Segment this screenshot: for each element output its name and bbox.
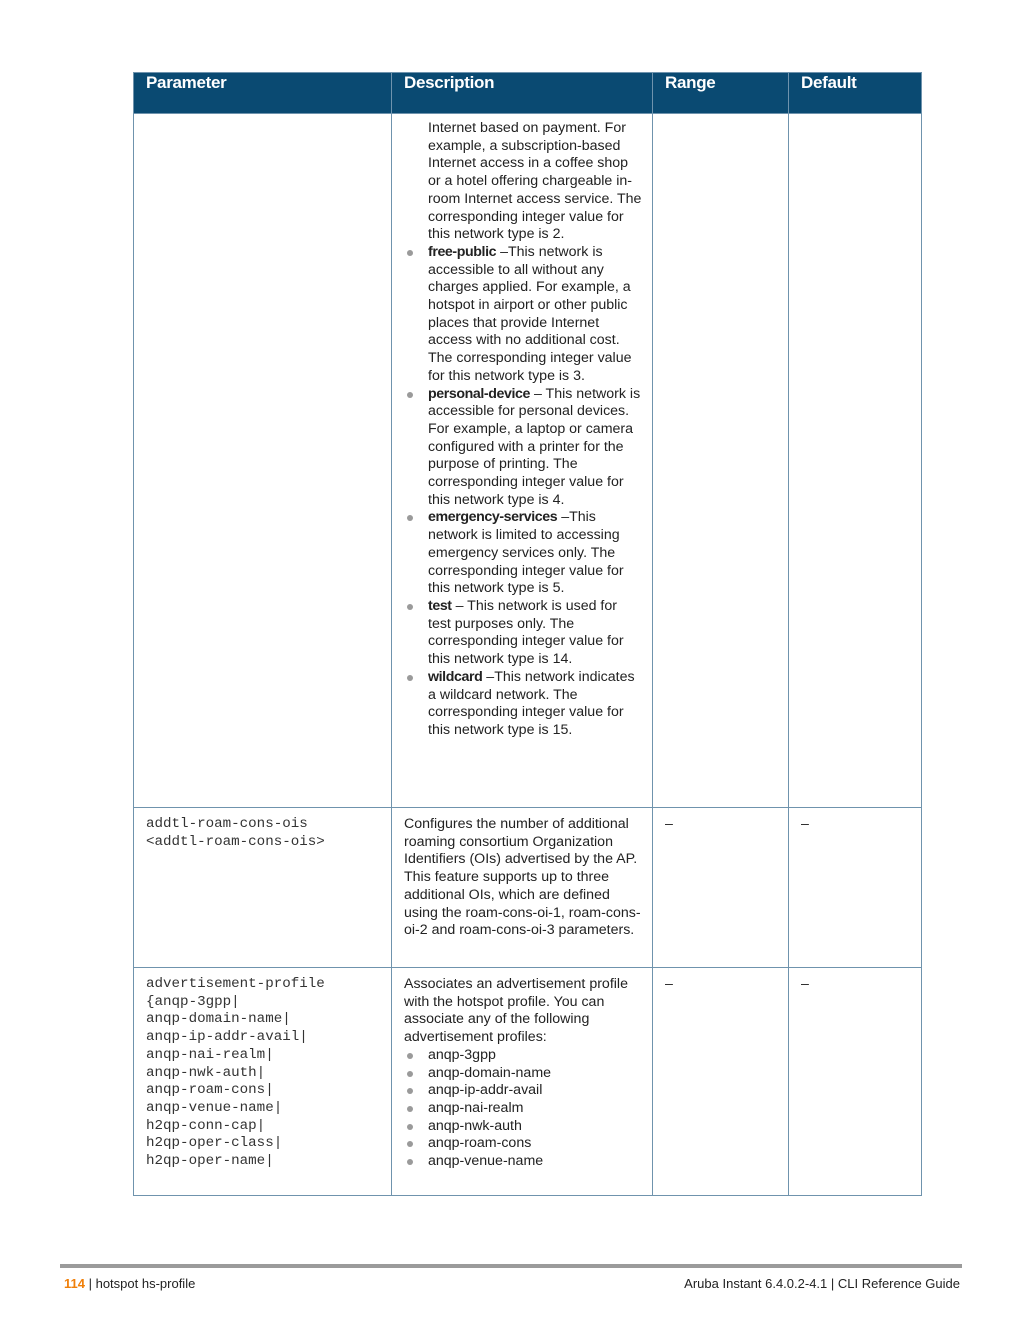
default-cell	[789, 114, 922, 808]
param-cell: addtl-roam-cons-ois <addtl-roam-cons-ois>	[134, 808, 392, 968]
description-continued: Internet based on payment. For example, a subscription-based Internet access in a coffee shop or a hotel offering chargeable in-room Internet access service. The corresponding integer value for this network type is 2.	[428, 120, 642, 243]
description-cell	[392, 968, 653, 1196]
list-item-term: wildcard	[428, 668, 483, 685]
description-text: Configures the number of additional roaming consortium Organization Identifiers (OIs) advertised by the AP. This feature supports up to three additional OIs, which are defined using the roam-cons-oi-1, roam-cons-oi-2 and roam-cons-oi-3 parameters.	[404, 816, 641, 939]
list-item	[404, 386, 642, 510]
list-item-text: –This network is accessible to all without any charges applied. For example, a hotspot in airport or other public places that provide Internet access with no additional cost. The corresponding integer value for this network type is 3.	[428, 243, 632, 384]
header-description: Description	[392, 73, 653, 114]
range-cell: –	[653, 808, 789, 968]
range-cell: –	[653, 968, 789, 1196]
list-item-term: emergency-services	[428, 509, 558, 526]
list-item-text: –This network is limited to accessing emergency services only. The corresponding integer value for this network type is 5.	[428, 509, 624, 597]
description-text: Associates an advertisement profile with the hotspot profile. You can associate any of the following advertisement profiles:	[404, 976, 628, 1046]
header-range: Range	[653, 73, 789, 114]
range-cell	[653, 114, 789, 808]
param-cell	[134, 114, 392, 808]
default-cell: –	[789, 968, 922, 1196]
table-header-row	[134, 73, 922, 114]
list-item-term: test	[428, 597, 452, 614]
list-item: anqp-nwk-auth	[404, 1118, 642, 1136]
list-item: anqp-venue-name	[404, 1153, 642, 1171]
description-cell	[392, 808, 653, 968]
list-item: anqp-3gpp	[404, 1047, 642, 1065]
header-default: Default	[789, 73, 922, 114]
footer-divider	[60, 1264, 962, 1268]
advertisement-profile-list	[404, 1047, 642, 1171]
list-item	[404, 244, 642, 386]
page-number: 114	[64, 1276, 85, 1291]
list-item	[404, 509, 642, 598]
parameter-table	[133, 72, 922, 1196]
footer-section: | hotspot hs-profile	[84, 1276, 196, 1291]
footer-left	[64, 1276, 195, 1291]
list-item: anqp-roam-cons	[404, 1135, 642, 1153]
description-cell	[392, 114, 653, 808]
list-item-text: – This network is accessible for personal devices. For example, a laptop or camera configured with a printer for the purpose of printing. The corresponding integer value for this network type is 4.	[428, 385, 641, 508]
param-cell: advertisement-profile {anqp-3gpp| anqp-domain-name| anqp-ip-addr-avail| anqp-nai-realm| anqp-nwk-auth| anqp-roam-cons| anqp-venue-name| h2qp-conn-cap| h2qp-oper-class| h2qp-oper-name|	[134, 968, 392, 1196]
list-item	[404, 598, 642, 669]
default-cell: –	[789, 808, 922, 968]
list-item: anqp-domain-name	[404, 1065, 642, 1083]
list-item	[404, 669, 642, 740]
table-row	[134, 808, 922, 968]
list-item: anqp-ip-addr-avail	[404, 1082, 642, 1100]
network-type-list	[404, 244, 642, 740]
list-item-term: personal-device	[428, 385, 531, 402]
list-item-term: free-public	[428, 243, 497, 260]
table-row	[134, 114, 922, 808]
footer-guide-title: Aruba Instant 6.4.0.2-4.1 | CLI Reference Guide	[684, 1276, 960, 1291]
list-item-text: – This network is used for test purposes only. The corresponding integer value for this network type is 14.	[428, 597, 624, 668]
list-item: anqp-nai-realm	[404, 1100, 642, 1118]
header-parameter: Parameter	[134, 73, 392, 114]
list-item-text: –This network indicates a wildcard network. The corresponding integer value for this network type is 15.	[428, 668, 635, 738]
table-row	[134, 968, 922, 1196]
